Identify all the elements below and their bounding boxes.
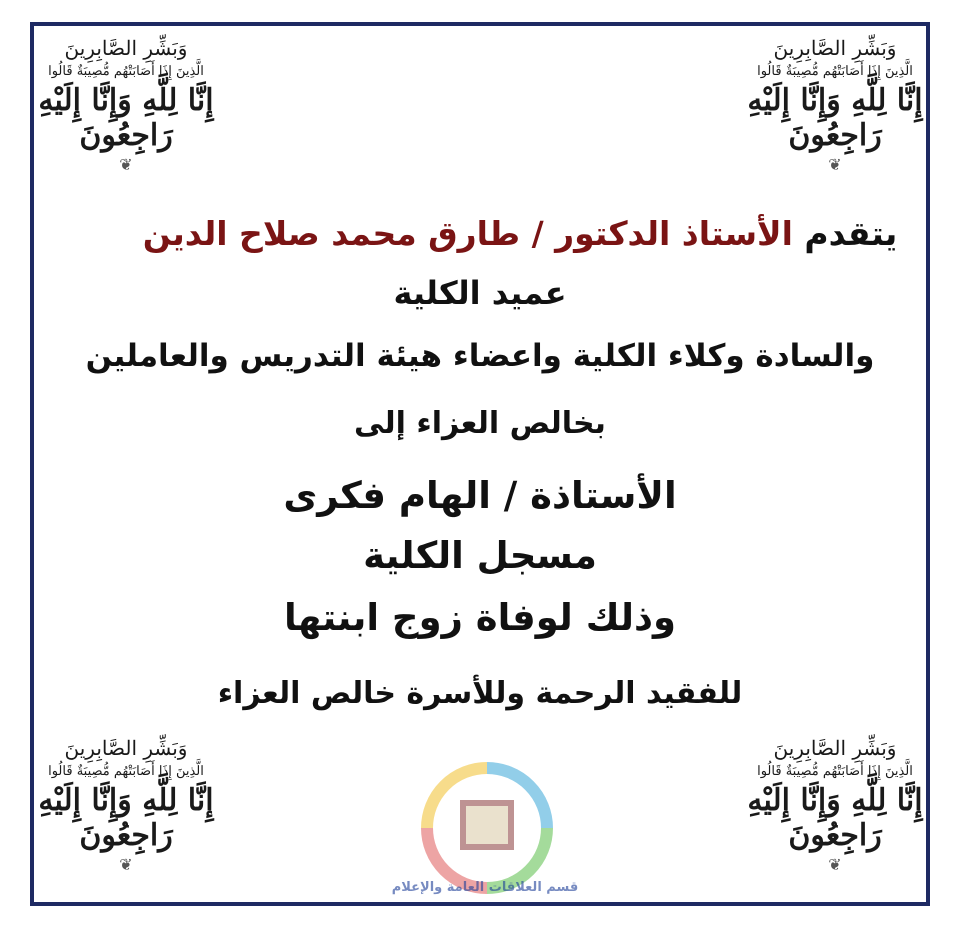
ornament-icon: ❦ xyxy=(119,155,133,174)
verse-line-1: وَبَشِّرِ الصَّابِرِينَ xyxy=(773,36,897,60)
verse-line-2: الَّذِينَ إِذَا أَصَابَتْهُم مُّصِيبَةٌ قَالُوا xyxy=(757,64,913,79)
verse-line-3: إِنَّا لِلَّهِ وَإِنَّا إِلَيْهِ رَاجِعُونَ xyxy=(747,83,923,153)
verse-line-3: إِنَّا لِلَّهِ وَإِنَّا إِلَيْهِ رَاجِعُونَ xyxy=(747,783,923,853)
closing-line: للفقيد الرحمة وللأسرة خالص العزاء xyxy=(217,676,743,711)
verse-line-1: وَبَشِّرِ الصَّابِرِينَ xyxy=(64,36,188,60)
verse-line-2: الَّذِينَ إِذَا أَصَابَتْهُم مُّصِيبَةٌ قَالُوا xyxy=(48,764,204,779)
verse-calligraphy-top-right xyxy=(735,36,935,174)
staff-line: والسادة وكلاء الكلية واعضاء هيئة التدريس والعاملين xyxy=(85,338,875,374)
presenter-line xyxy=(0,214,960,253)
verse-calligraphy-top-left xyxy=(26,36,226,174)
occasion-line: وذلك لوفاة زوج ابنتها xyxy=(283,596,677,639)
presenter-name: الأستاذ الدكتور / طارق محمد صلاح الدين xyxy=(142,214,793,253)
verse-line-1: وَبَشِّرِ الصَّابِرِينَ xyxy=(64,736,188,760)
verse-line-2: الَّذِينَ إِذَا أَصَابَتْهُم مُّصِيبَةٌ قَالُوا xyxy=(757,764,913,779)
presenter-prefix: يتقدم xyxy=(804,214,898,253)
verse-calligraphy-bottom-right xyxy=(735,736,935,874)
condolence-intro: بخالص العزاء إلى xyxy=(354,406,606,441)
recipient-title: مسجل الكلية xyxy=(363,534,597,577)
ornament-icon: ❦ xyxy=(828,855,842,874)
verse-line-3: إِنَّا لِلَّهِ وَإِنَّا إِلَيْهِ رَاجِعُونَ xyxy=(38,783,214,853)
logo-caption: قسم العلاقات العامة والإعلام xyxy=(391,880,579,895)
verse-line-1: وَبَشِّرِ الصَّابِرِينَ xyxy=(773,736,897,760)
ornament-icon: ❦ xyxy=(119,855,133,874)
verse-line-3: إِنَّا لِلَّهِ وَإِنَّا إِلَيْهِ رَاجِعُونَ xyxy=(38,83,214,153)
recipient-name: الأستاذة / الهام فكرى xyxy=(283,474,677,517)
dean-title: عميد الكلية xyxy=(393,274,567,312)
verse-calligraphy-bottom-left xyxy=(26,736,226,874)
verse-line-2: الَّذِينَ إِذَا أَصَابَتْهُم مُّصِيبَةٌ قَالُوا xyxy=(48,64,204,79)
ornament-icon: ❦ xyxy=(828,155,842,174)
